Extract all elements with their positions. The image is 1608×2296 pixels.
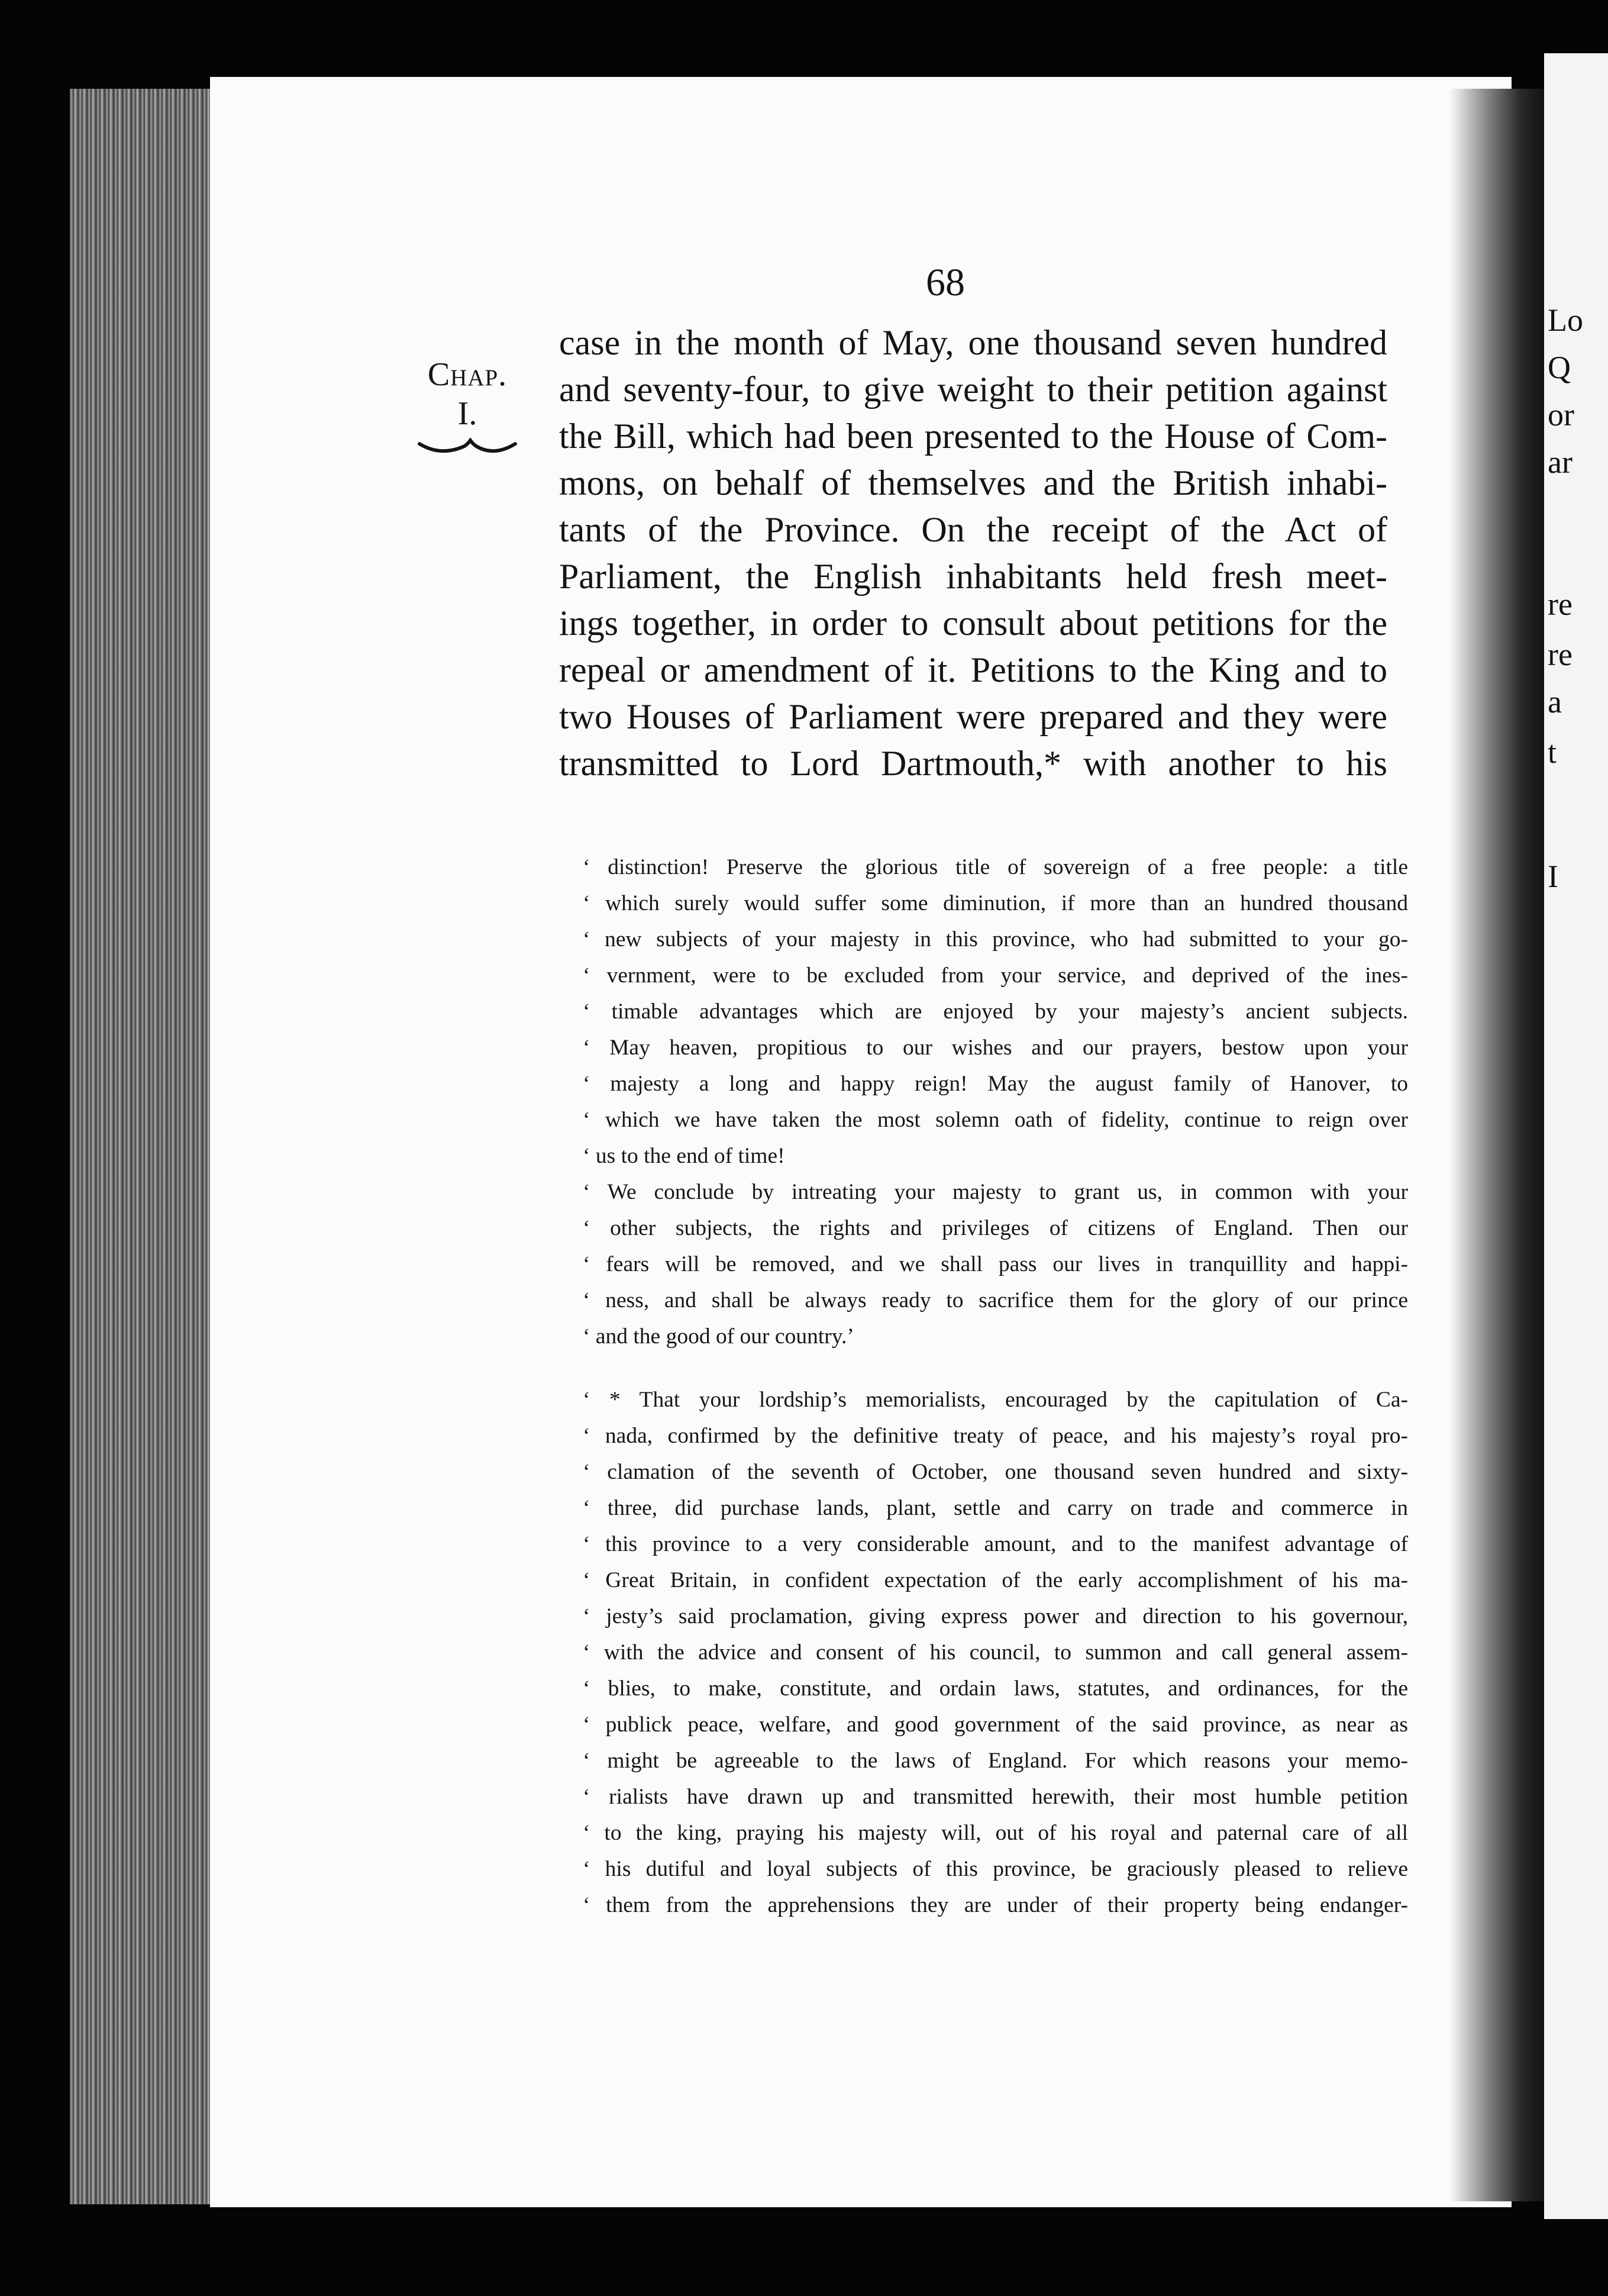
footnote-line: ‘ * That your lordship’s memorialists, encouraged by the capitulation of Ca-	[583, 1388, 1408, 1412]
brace-ornament-icon	[417, 438, 518, 458]
footnote-line: ‘ us to the end of time!	[583, 1144, 785, 1168]
footnote-line: ‘ majesty a long and happy reign! May the august family of Hanover, to	[583, 1072, 1408, 1096]
footnote-line: ‘ We conclude by intreating your majesty to grant us, in common with your	[583, 1180, 1408, 1204]
facing-page-word: I	[1548, 859, 1558, 894]
facing-page-word: re	[1548, 586, 1573, 622]
book-page-edges	[70, 89, 215, 2204]
text-line: repeal or amendment of it. Petitions to the King and to	[559, 650, 1387, 689]
footnote-line: ‘ three, did purchase lands, plant, settle and carry on trade and commerce in	[583, 1496, 1408, 1520]
footnote-line: ‘ jesty’s said proclamation, giving express power and direction to his governour,	[583, 1604, 1408, 1629]
text-line: Parliament, the English inhabitants held fresh meet-	[559, 557, 1387, 596]
footnote-line: ‘ fears will be removed, and we shall pass our lives in tranquillity and happi-	[583, 1252, 1408, 1276]
facing-page-word: Lo	[1548, 302, 1583, 338]
page-number: 68	[926, 261, 965, 304]
footnote-line: ‘ ness, and shall be always ready to sacrifice them for the glory of our prince	[583, 1288, 1408, 1313]
footnote-line: ‘ which we have taken the most solemn oath of fidelity, continue to reign over	[583, 1108, 1408, 1132]
footnote-line: ‘ Great Britain, in confident expectation of the early accomplishment of his ma-	[583, 1568, 1408, 1592]
footnote-line: ‘ timable advantages which are enjoyed by your majesty’s ancient subjects.	[583, 999, 1408, 1024]
marginal-chapter-heading	[414, 355, 521, 458]
footnote-gap	[583, 1355, 1408, 1382]
text-line: ings together, in order to consult about petitions for the	[559, 604, 1387, 643]
facing-page-fragment	[1544, 53, 1608, 2219]
footnote-line: ‘ with the advice and consent of his council, to summon and call general assem-	[583, 1640, 1408, 1665]
footnote-line: ‘ blies, to make, constitute, and ordain laws, statutes, and ordinances, for the	[583, 1676, 1408, 1701]
text-line: tants of the Province. On the receipt of the Act of	[559, 510, 1387, 549]
facing-page-word: re	[1548, 637, 1573, 672]
text-line: mons, on behalf of themselves and the British inhabi-	[559, 463, 1387, 502]
footnote-line: ‘ his dutiful and loyal subjects of this province, be graciously pleased to relieve	[583, 1857, 1408, 1881]
main-text-block	[559, 320, 1387, 787]
footnote-line: ‘ them from the apprehensions they are under of their property being endanger-	[583, 1893, 1408, 1917]
footnote-line: ‘ and the good of our country.’	[583, 1324, 854, 1349]
footnote-line: ‘ new subjects of your majesty in this province, who had submitted to your go-	[583, 927, 1408, 952]
text-line: the Bill, which had been presented to the House of Com-	[559, 417, 1387, 456]
footnote-line: ‘ vernment, were to be excluded from your service, and deprived of the ines-	[583, 963, 1408, 988]
facing-page-word: or	[1548, 397, 1574, 433]
text-line: case in the month of May, one thousand seven hundred	[559, 323, 1387, 362]
footnotes-block	[583, 849, 1408, 1923]
facing-page-word: ar	[1548, 444, 1573, 480]
text-line: two Houses of Parliament were prepared and they were	[559, 697, 1387, 736]
footnote-line: ‘ nada, confirmed by the definitive treaty of peace, and his majesty’s royal pro-	[583, 1424, 1408, 1448]
facing-page-word: t	[1548, 734, 1557, 770]
footnote-line: ‘ this province to a very considerable amount, and to the manifest advantage of	[583, 1532, 1408, 1556]
gutter-shadow	[1449, 89, 1544, 2201]
footnote-line: ‘ rialists have drawn up and transmitted herewith, their most humble petition	[583, 1785, 1408, 1809]
text-line: transmitted to Lord Dartmouth,* with another to his	[559, 744, 1387, 783]
footnote-line: ‘ distinction! Preserve the glorious title of sovereign of a free people: a title	[583, 855, 1408, 879]
marginal-chapter-number: I.	[457, 395, 477, 432]
footnote-line: ‘ to the king, praying his majesty will, out of his royal and paternal care of all	[583, 1821, 1408, 1845]
footnote-line: ‘ which surely would suffer some diminution, if more than an hundred thousand	[583, 891, 1408, 915]
facing-page-word: a	[1548, 684, 1562, 720]
footnote-line: ‘ publick peace, welfare, and good government of the said province, as near as	[583, 1713, 1408, 1737]
footnote-line: ‘ May heaven, propitious to our wishes and our prayers, bestow upon your	[583, 1036, 1408, 1060]
footnote-line: ‘ might be agreeable to the laws of England. For which reasons your memo-	[583, 1749, 1408, 1773]
marginal-chapter-label: Chap.	[427, 356, 508, 393]
facing-page-word: Q	[1548, 350, 1571, 385]
footnote-line: ‘ clamation of the seventh of October, one thousand seven hundred and sixty-	[583, 1460, 1408, 1484]
text-line: and seventy-four, to give weight to their petition against	[559, 370, 1387, 409]
footnote-line: ‘ other subjects, the rights and privileges of citizens of England. Then our	[583, 1216, 1408, 1240]
